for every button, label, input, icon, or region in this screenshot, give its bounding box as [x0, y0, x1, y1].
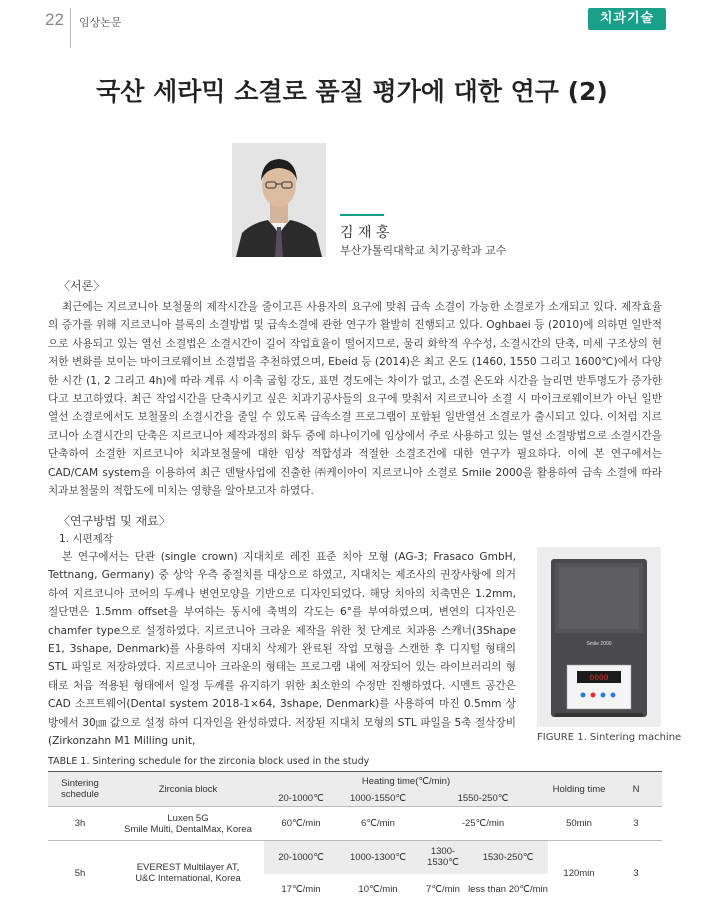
header-range-2: 1000-1550℃	[338, 791, 418, 807]
cell-block-line: Smile Multi, DentalMax, Korea	[124, 823, 252, 835]
cell-schedule: 3h	[48, 807, 112, 841]
header-schedule: Sintering schedule	[48, 772, 112, 807]
methods-paragraph: 본 연구에서는 단관 (single crown) 지대치로 레진 표준 치아 모형 (AG-3; Frasaco GmbH, Tettnang, Germany) 중 상악 우측 중절치를 대상으로 하였고, 지대치는 제조사의 권장사항에 의거하여 지르코니아 코어의 두께나 변연모양을 기반으로 디자인되었다. 해당 치아의 치축면은 1.2mm, 절단면은 1.5mm offset을 부여하는 동시에 축벽의 각도는 6°를 부여하였으며, 변연의 디자인은 chamfer type으로 설정하였다. 지르코니아 크라운 제작을 위한 첫 단계로 치과용 스캐너(3Shape E1, 3shape, Denmark)를 사용하여 지대치 삭제가 완료된 작업 모형을 스캔한 후 디지털 형태의 STL 파일로 저장하였다. 지르코니아 크라운의 형태는 프로그램 내에 저장되어 있는 라이브러리의 형태로 처음 적용된 형태에서 일정 두께를 유지하기 위한 최소한의 수정만 진행하였다. 시멘트 공간은 CAD 소프트웨어(Dental system 2018-1×64, 3shape, Denmark)를 사용하여 마진 0.5mm 상방에서 30㎛ 값으로 설정 하여 디자인을 완성하였다. 저장된 지대치 모형의 STL 파일을 5축 절삭장비(Zirkonzahn M1 Milling unit,	[48, 551, 516, 748]
cell-rate: less than 20℃/min	[468, 884, 548, 895]
methods-subheading: 1. 시편제작	[59, 533, 113, 545]
cell-holding: 50min	[548, 807, 610, 841]
machine-button-icon	[601, 693, 606, 698]
article-title: 국산 세라믹 소결로 품질 평가에 대한 연구 (2)	[96, 77, 608, 106]
cell-block-line: U&C International, Korea	[135, 873, 241, 885]
cell-n: 3	[610, 807, 662, 841]
cell-rate: 17℃/min	[281, 884, 321, 895]
header-n: N	[610, 772, 662, 807]
figure-caption: FIGURE 1. Sintering machine	[537, 732, 682, 743]
journal-logo: 치과기술	[588, 8, 666, 30]
cell-range: 1300-1530℃	[418, 841, 468, 874]
header-holding: Holding time	[548, 772, 610, 807]
sintering-schedule-table	[48, 771, 662, 906]
sintering-machine-photo	[537, 547, 661, 727]
author-affiliation: 부산가톨릭대학교 치기공학과 교수	[340, 244, 507, 257]
cell-holding: 120min	[548, 841, 610, 906]
section-label: 임상논문	[79, 16, 122, 29]
cell-block-line: Luxen 5G	[167, 812, 209, 824]
header-range-1: 20-1000℃	[264, 791, 338, 807]
cell-n: 3	[610, 841, 662, 906]
machine-display-readout: 0000	[589, 674, 609, 683]
cell-rate: -25℃/min	[418, 807, 548, 841]
author-name: 김 재 홍	[340, 225, 390, 241]
cell-range: 20-1000℃	[264, 841, 338, 874]
machine-button-icon	[611, 693, 616, 698]
cell-rate: 7℃/min	[426, 884, 460, 895]
intro-paragraph: 최근에는 지르코니아 보철물의 제작시간을 줄이고픈 사용자의 요구에 맞춰 급속 소결이 가능한 소결로가 소개되고 있다. 제작효율의 증가를 위해 지르코니아 블록의 소결방법 및 급속소결에 관한 연구가 활발히 진행되고 있다. Oghbaei 등 (2010)에 의하면 일반적으로 사용되고 있는 열선 소결법은 소결시간이 길어 작업효율이 떨어지므로, 물리 화학적 우수성, 소결시간의 단축, 미세 구조상의 현저한 변화를 보이는 마이크로웨이브 소결법을 추천하였으며, Ebeid 등 (2014)은 최고 온도 (1460, 1550 그리고 1600℃)에서 다양한 시간 (1, 2 그리고 4h)에 따라 계류 시 이축 굽힘 강도, 표면 경도에는 차이가 없고, 소결 온도와 시간을 늘리면 반투명도가 증가한다고 보고하였다. 최근 작업시간을 단축시키고 싶은 치과기공사들의 요구에 맞춰서 지르코니아 소결 시 마이크로웨이브가 아닌 일반 열선 소결로에서도 보철물의 소결시간을 줄일 수 있도록 급속소결 프로그램이 포함된 일반열선 소결로가 출시되고 있다. 이처럼 지르코니아 소결시간의 단축은 지르코니아 제작과정의 화두 중에 하나이기에 임상에서 주로 사용하고 있는 열선 소결방법으로 소결시간을 단축하여 소결한 지르코니아 치과보철물에 대한 임상 적합성과 적절한 소결조건에 대한 연구가 필요하다. 이에 본 연구에서는 CAD/CAM system을 이용하여 최근 덴탈사업에 진출한 ㈜케이아이 지르코니아 소결로 Smile 2000을 활용하여 급속 소결에 따라 치과보철물의 적합도에 미치는 영향을 알아보고자 하였다.	[48, 301, 662, 498]
table-row	[48, 807, 662, 841]
machine-brand-label: Smile 2000	[586, 641, 612, 647]
cell-schedule: 5h	[48, 841, 112, 906]
methods-heading: 〈연구방법 및 재료〉	[58, 514, 171, 528]
machine-button-icon	[591, 693, 596, 698]
cell-rate: 60℃/min	[264, 807, 338, 841]
cell-range: 1530-250℃	[468, 841, 548, 874]
author-accent-rule	[340, 214, 384, 216]
header-block: Zirconia block	[112, 772, 264, 807]
header-range-3: 1550-250℃	[418, 791, 548, 807]
author-photo	[232, 143, 326, 257]
cell-rate: 10℃/min	[358, 884, 398, 895]
cell-rate: 6℃/min	[338, 807, 418, 841]
cell-block	[112, 807, 264, 841]
cell-block	[112, 841, 264, 906]
table-row	[48, 841, 662, 874]
table-caption: TABLE 1. Sintering schedule for the zirconia block used in the study	[48, 756, 370, 767]
cell-block-line: EVEREST Multilayer AT,	[136, 862, 240, 874]
header-divider	[70, 8, 71, 48]
intro-heading: 〈서론〉	[58, 279, 106, 293]
machine-button-icon	[581, 693, 586, 698]
cell-range: 1000-1300℃	[338, 841, 418, 874]
header-heating: Heating time(℃/min)	[264, 772, 548, 791]
page-number: 22	[45, 10, 64, 29]
